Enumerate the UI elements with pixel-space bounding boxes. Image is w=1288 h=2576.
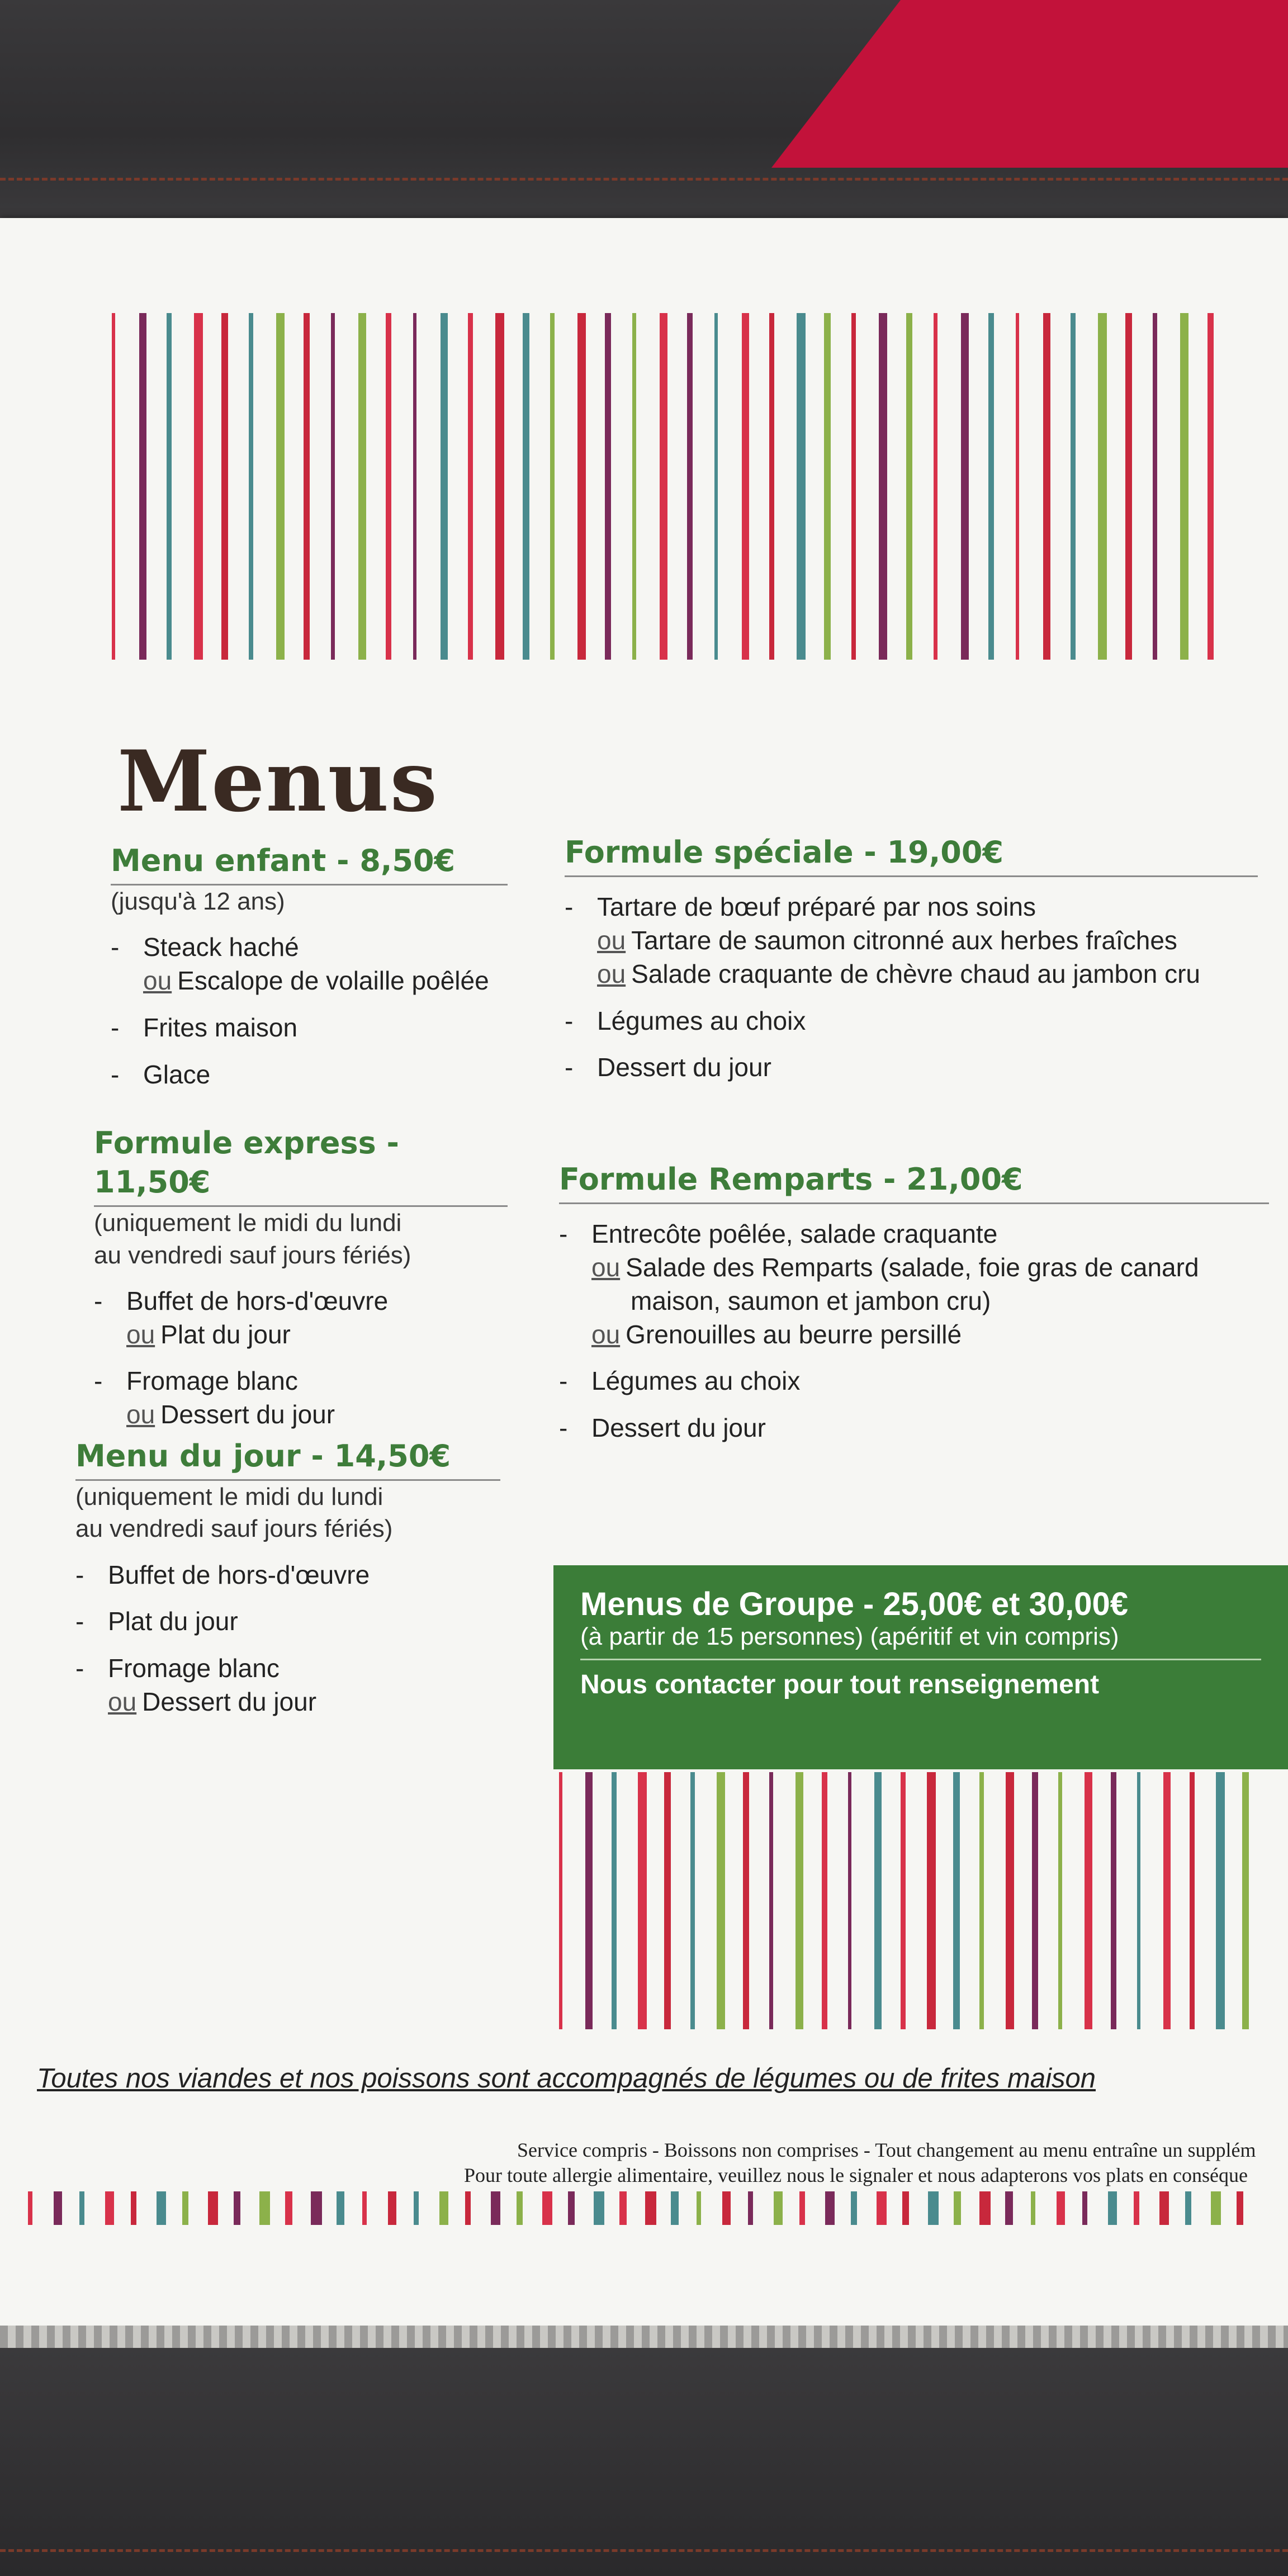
list-item: - Buffet de hors-d'œuvre (94, 1286, 389, 1315)
menu-du-jour-section (75, 1437, 500, 1719)
stripe (1190, 1772, 1195, 2029)
stripe (1180, 313, 1188, 660)
stripe (953, 1772, 960, 2029)
stripe (468, 313, 473, 660)
stripe (131, 2191, 136, 2225)
list-item-alt: ou Grenouilles au beurre persillé (591, 1319, 962, 1349)
stripe (112, 313, 115, 660)
list-item-alt: ou Salade des Remparts (salade, foie gras de canard (591, 1252, 1199, 1282)
stripe (742, 313, 749, 660)
stripe (901, 1772, 906, 2029)
stripe (1159, 2191, 1169, 2225)
list-item-alt: ou Salade craquante de chèvre chaud au jambon cru (597, 959, 1200, 988)
formule-remparts-title: Formule Remparts - 21,00€ (559, 1160, 1269, 1204)
list-item: - Légumes au choix (559, 1366, 801, 1396)
list-item: - Dessert du jour (559, 1413, 766, 1443)
stripe (1058, 1772, 1062, 2029)
stripe (961, 313, 969, 660)
stripe (1211, 2191, 1221, 2225)
list-item-alt: ou Plat du jour (126, 1319, 291, 1349)
list-item: - Buffet de hors-d'œuvre (75, 1560, 370, 1589)
stripe (1185, 2191, 1191, 2225)
page-title: Menus (117, 732, 439, 831)
stripe (517, 2191, 523, 2225)
stripe (722, 2191, 731, 2225)
stripe (1153, 313, 1157, 660)
stripe (664, 1772, 671, 2029)
stripe (927, 1772, 936, 2029)
stripe (495, 313, 504, 660)
list-item-alt: ou Dessert du jour (108, 1687, 317, 1716)
stripe (769, 313, 774, 660)
stripe (234, 2191, 240, 2225)
list-item: - Glace (111, 1059, 211, 1089)
stripe (1111, 1772, 1116, 2029)
stripe (285, 2191, 292, 2225)
list-item: - Tartare de bœuf préparé par nos soins (565, 892, 1036, 922)
stripe (902, 2191, 909, 2225)
group-menu-contact: Nous contacter pour tout renseignement (580, 1670, 1100, 1699)
stripe (1242, 1772, 1249, 2029)
stripe (632, 313, 636, 660)
decorative-stripes-bottom (28, 2191, 1286, 2231)
stripe (743, 1772, 749, 2029)
stripe (386, 313, 391, 660)
formule-speciale-title: Formule spéciale - 19,00€ (565, 833, 1258, 877)
list-item: - Steack haché (111, 932, 299, 962)
stripe (54, 2191, 62, 2225)
stripe (542, 2191, 552, 2225)
stripe (1134, 2191, 1139, 2225)
stripe (1163, 1772, 1171, 2029)
menu-du-jour-note: au vendredi sauf jours fériés) (75, 1515, 393, 1543)
stripe (928, 2191, 939, 2225)
stripe (848, 1772, 851, 2029)
list-item: - Fromage blanc (94, 1366, 298, 1396)
stripe (1006, 1772, 1014, 2029)
menu-du-jour-title: Menu du jour - 14,50€ (75, 1437, 500, 1481)
stripe (906, 313, 912, 660)
stripe (105, 2191, 114, 2225)
stripe (304, 313, 310, 660)
formule-remparts-section (559, 1160, 1269, 1445)
list-item-alt: ou Dessert du jour (126, 1400, 335, 1429)
stripe (577, 313, 586, 660)
menu-enfant-section (111, 841, 508, 1092)
list-item: - Entrecôte poêlée, salade craquante (559, 1219, 998, 1249)
stripe (358, 313, 366, 660)
stripe (877, 2191, 887, 2225)
formule-express-title: Formule express - 11,50€ (94, 1124, 508, 1207)
stripe (717, 1772, 725, 2029)
stripe (714, 313, 718, 660)
stripe (825, 2191, 835, 2225)
stripe (1125, 313, 1132, 660)
menu-du-jour-note: (uniquement le midi du lundi (75, 1483, 383, 1511)
stripe (208, 2191, 218, 2225)
list-item: - Dessert du jour (565, 1053, 771, 1082)
stripe (988, 313, 994, 660)
stripe (441, 313, 448, 660)
list-item-alt: ou Tartare de saumon citronné aux herbes fraîches (597, 925, 1177, 955)
stripe (605, 313, 611, 660)
stripe (79, 2191, 84, 2225)
stripe (311, 2191, 322, 2225)
stripe (1237, 2191, 1243, 2225)
stripe (1057, 2191, 1065, 2225)
stripe (851, 2191, 857, 2225)
stripe (874, 1772, 882, 2029)
stripe (523, 313, 529, 660)
stripe (660, 313, 667, 660)
table-stitching (0, 178, 1288, 181)
stripe (194, 313, 203, 660)
stripe (797, 313, 806, 660)
stripe (690, 1772, 695, 2029)
stripe (568, 2191, 575, 2225)
stripe (362, 2191, 367, 2225)
stripe (612, 1772, 617, 2029)
stripe (687, 313, 693, 660)
table-stitching-bottom (0, 2549, 1288, 2552)
stripe (167, 313, 172, 660)
stripe (822, 1772, 827, 2029)
menu-enfant-title: Menu enfant - 8,50€ (111, 841, 508, 886)
stripe (139, 313, 146, 660)
stripe (388, 2191, 396, 2225)
stripe (1082, 2191, 1087, 2225)
stripe (799, 2191, 805, 2225)
group-menu-title: Menus de Groupe - 25,00€ et 30,00€ (580, 1586, 1128, 1622)
stripe (559, 1772, 562, 2029)
list-item: - Frites maison (111, 1012, 298, 1042)
paper-edge (0, 2326, 1288, 2348)
stripe (851, 313, 856, 660)
stripe (824, 313, 831, 660)
formule-speciale-section (565, 833, 1258, 1085)
formule-express-note: (uniquement le midi du lundi (94, 1209, 402, 1237)
group-menu-note: (à partir de 15 personnes) (apéritif et vin compris) (580, 1623, 1261, 1660)
stripe (1043, 313, 1050, 660)
stripe (550, 313, 555, 660)
stripe (638, 1772, 647, 2029)
stripe (491, 2191, 500, 2225)
table-surface-bottom (0, 2348, 1288, 2576)
formule-express-note: au vendredi sauf jours fériés) (94, 1241, 411, 1269)
stripe (748, 2191, 753, 2225)
footer-line-allergy: Pour toute allergie alimentaire, veuillez nous le signaler et nous adapterons vos plats en conséque (464, 2164, 1248, 2186)
list-item: - Légumes au choix (565, 1006, 806, 1035)
stripe (769, 1772, 773, 2029)
stripe (934, 313, 937, 660)
stripe (331, 313, 335, 660)
list-item: - Plat du jour (75, 1607, 238, 1636)
stripe (1085, 1772, 1092, 2029)
stripe (1031, 2191, 1035, 2225)
list-item-alt: ou Escalope de volaille poêlée (143, 966, 489, 996)
stripe (594, 2191, 604, 2225)
list-item: - Fromage blanc (75, 1654, 280, 1683)
stripe (414, 2191, 419, 2225)
stripe (465, 2191, 471, 2225)
stripe (795, 1772, 803, 2029)
stripe (28, 2191, 32, 2225)
stripe (439, 2191, 448, 2225)
list-item-alt-cont: maison, saumon et jambon cru) (631, 1286, 991, 1315)
stripe (1216, 1772, 1225, 2029)
stripe (1208, 313, 1214, 660)
stripe (157, 2191, 166, 2225)
stripe (182, 2191, 188, 2225)
stripe (1016, 313, 1019, 660)
stripe (954, 2191, 961, 2225)
stripe (259, 2191, 270, 2225)
stripe (585, 1772, 593, 2029)
stripe (221, 313, 228, 660)
stripe (1137, 1772, 1140, 2029)
stripe (1108, 2191, 1117, 2225)
stripe (1032, 1772, 1038, 2029)
stripe (249, 313, 253, 660)
stripe (1071, 313, 1076, 660)
footer-line-service: Service compris - Boissons non comprises - Tout changement au menu entraîne un supplém (517, 2139, 1256, 2161)
stripe (276, 313, 285, 660)
decorative-stripes-middle (559, 1772, 1288, 2040)
decorative-stripes-top (112, 313, 1258, 693)
stripe (879, 313, 887, 660)
stripe (774, 2191, 783, 2225)
formule-express-section (94, 1124, 508, 1432)
stripe (619, 2191, 627, 2225)
group-menu-box (553, 1565, 1288, 1769)
stripe (337, 2191, 344, 2225)
stripe (671, 2191, 679, 2225)
stripe (979, 1772, 984, 2029)
stripe (1005, 2191, 1013, 2225)
stripe (979, 2191, 991, 2225)
menu-enfant-note: (jusqu'à 12 ans) (111, 888, 285, 916)
stripe (697, 2191, 701, 2225)
stripe (1098, 313, 1107, 660)
footer-note: Toutes nos viandes et nos poissons sont accompagnés de légumes ou de frites maison (37, 2063, 1096, 2094)
stripe (413, 313, 416, 660)
stripe (645, 2191, 656, 2225)
